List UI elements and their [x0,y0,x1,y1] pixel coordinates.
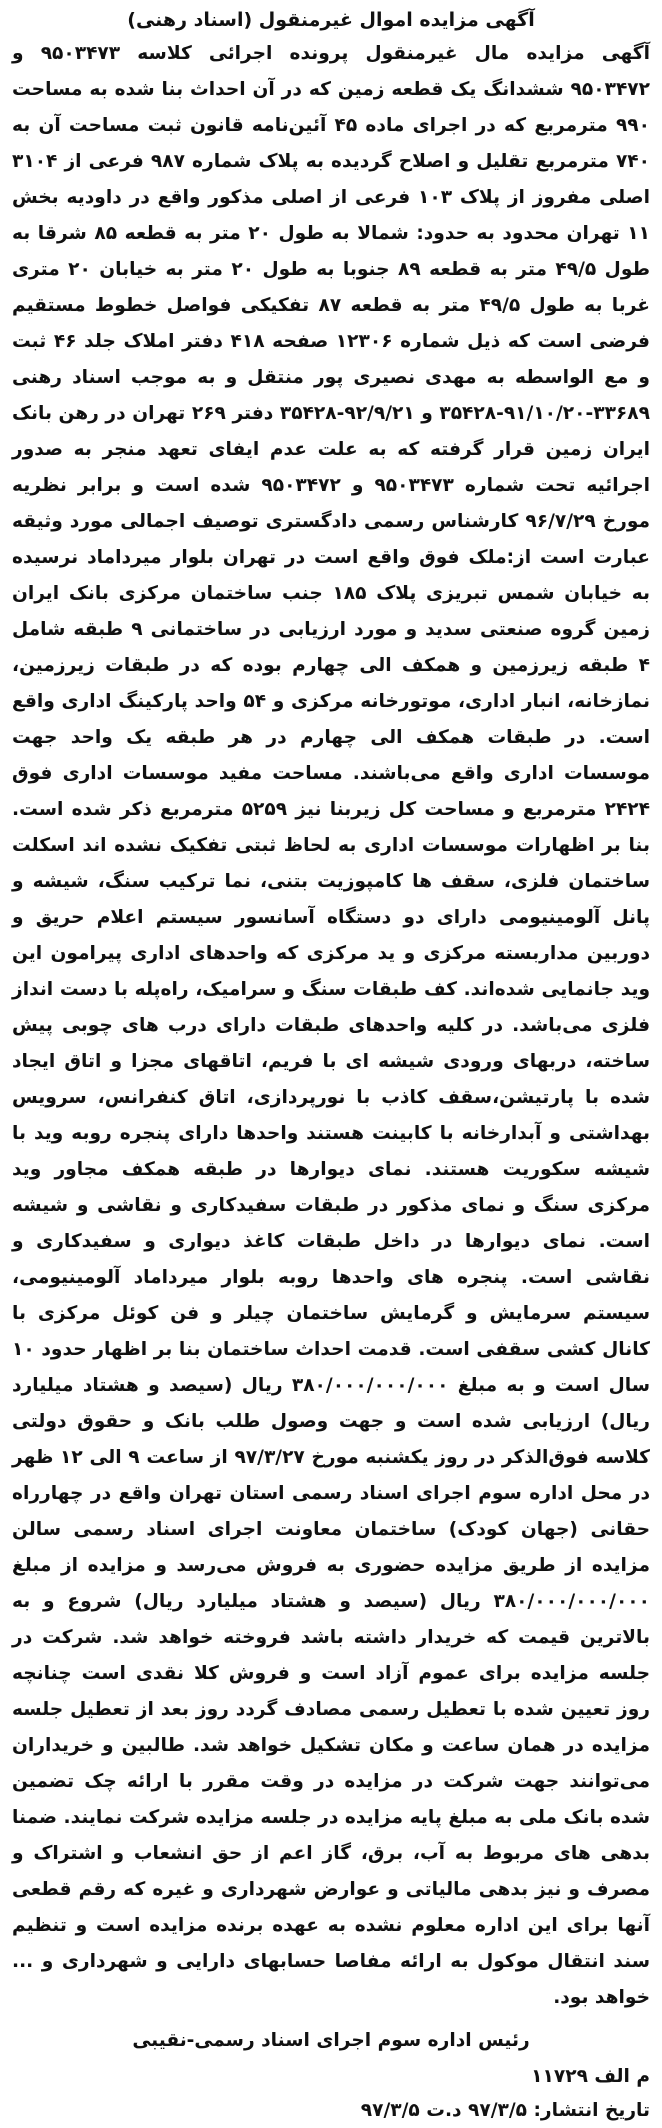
notice-signature: رئیس اداره سوم اجرای اسناد رسمی-نقیبی [132,2030,530,2051]
notice-meta [12,2060,650,2128]
notice-body: آگهی مزایده مال غیرمنقول پرونده اجرائی کلاسه ۹۵۰۳۴۷۳ و ۹۵۰۳۴۷۲ ششدانگ یک قطعه زمین که در آن احداث بنا شده به مساحت ۹۹۰ مترمربع که در اجرای ماده ۴۵ آئین‌نامه قانون ثبت مساحت آن به ۷۴۰ مترمربع تقلیل و اصلاح گردیده به پلاک شماره ۹۸۷ فرعی از ۳۱۰۴ اصلی مفروز از پلاک ۱۰۳ فرعی از اصلی مذکور واقع در داودیه بخش ۱۱ تهران محدود به حدود: شمالا به طول ۲۰ متر به قطعه ۸۵ شرقا به طول ۴۹/۵ متر به قطعه ۸۹ جنوبا به طول ۲۰ متر به خیابان ۲۰ متری غربا به طول ۴۹/۵ متر به قطعه ۸۷ تفکیکی فواصل خطوط مستقیم فرضی است که ذیل شماره ۱۲۳۰۶ صفحه ۴۱۸ دفتر املاک جلد ۴۶ ثبت و مع الواسطه به مهدی نصیری پور منتقل و به موجب اسناد رهنی ۳۳۶۸۹-۹۱/۱۰/۲۰-۳۵۴۲۸ و ۹۲/۹/۲۱-۳۵۴۲۸ دفتر ۲۶۹ تهران در رهن بانک ایران زمین قرار گرفته که به علت عدم ایفای تعهد منجر به صدور اجرائیه تحت شماره ۹۵۰۳۴۷۳ و ۹۵۰۳۴۷۲ شده است و برابر نظریه مورخ ۹۶/۷/۲۹ کارشناس رسمی دادگستری توصیف اجمالی مورد وثیقه عبارت است از:ملک فوق واقع است در تهران بلوار میرداماد نرسیده به خیابان شمس تبریزی پلاک ۱۸۵ جنب ساختمان مرکزی بانک ایران زمین گروه صنعتی سدید و مورد ارزیابی در ساختمانی ۹ طبقه شامل ۴ طبقه زیرزمین و همکف الی چهارم بوده که در طبقات زیرزمین، نمازخانه، انبار اداری، موتورخانه مرکزی و ۵۴ واحد پارکینگ اداری واقع است. در طبقات همکف الی چهارم در هر طبقه یک واحد جهت موسسات اداری واقع می‌باشند. مساحت مفید موسسات اداری فوق ۲۴۲۴ مترمربع و مساحت کل زیربنا نیز ۵۲۵۹ مترمربع ذکر شده است. بنا بر اظهارات موسسات اداری به لحاظ ثبتی تفکیک نشده اند اسکلت ساختمان فلزی، سقف ها کامپوزیت بتنی، نما ترکیب سنگ، شیشه و پانل آلومینیومی دارای دو دستگاه آسانسور سیستم اعلام حریق و دوربین مداربسته مرکزی و ید مرکزی که واحدهای اداری پیرامون این وید جانمایی شده‌اند. کف طبقات سنگ و سرامیک، راه‌پله با دست انداز فلزی می‌باشد. در کلیه واحدهای طبقات دارای درب های چوبی پیش ساخته، دربهای ورودی شیشه ای با فریم، اتاقهای مجزا و اتاق ایجاد شده با پارتیشن،سقف کاذب با نورپردازی، اتاق کنفرانس، سرویس بهداشتی و آبدارخانه با کابینت هستند واحدها دارای پنجره روبه وید با شیشه سکوریت هستند. نمای دیوارها در طبقه همکف مجاور وید مرکزی سنگ و نمای مذکور در طبقات سفیدکاری و نقاشی و شیشه است. نمای دیوارها در داخل طبقات کاغذ دیواری و سفیدکاری و نقاشی است. پنجره های واحدها روبه بلوار میرداماد آلومینیومی، سیستم سرمایش و گرمایش ساختمان چیلر و فن کوئل مرکزی با کانال کشی سقفی است. قدمت احداث ساختمان بنا بر اظهار حدود ۱۰ سال است و به مبلغ ۳۸۰/۰۰۰/۰۰۰/۰۰۰ ریال (سیصد و هشتاد میلیارد ریال) ارزیابی شده است و جهت وصول طلب بانک و حقوق دولتی کلاسه فوق‌الذکر در روز یکشنبه مورخ ۹۷/۳/۲۷ از ساعت ۹ الی ۱۲ ظهر در محل اداره سوم اجرای اسناد رسمی استان تهران واقع در چهارراه حقانی (جهان کودک) ساختمان معاونت اجرای اسناد رسمی سالن مزایده از طریق مزایده حضوری به فروش می‌رسد و مزایده از مبلغ ۳۸۰/۰۰۰/۰۰۰/۰۰۰ ریال (سیصد و هشتاد میلیارد ریال) شروع و به بالاترین قیمت که خریدار داشته باشد فروخته خواهد شد. شرکت در جلسه مزایده برای عموم آزاد است و فروش کلا نقدی است چنانچه روز تعیین شده با تعطیل رسمی مصادف گردد روز بعد از تعطیل جلسه مزایده در همان ساعت و مکان تشکیل خواهد شد. طالبین و خریداران می‌توانند جهت شرکت در مزایده در وقت مقرر با ارائه چک تضمین شده بانک ملی به مبلغ پایه مزایده در جلسه مزایده شرکت نمایند. ضمنا بدهی های مربوط به آب، برق، گاز اعم از حق انشعاب و اشتراک و مصرف و نیز بدهی مالیاتی و عوارض شهرداری و غیره که رقم قطعی آنها برای این اداره معلوم نشده به عهده برنده مزایده است و تنظیم سند انتقال موکول به ارائه مفاصا حسابهای دارایی و شهرداری و ... خواهد بود. [12,43,651,2008]
publish-date: تاریخ انتشار: ۹۷/۳/۵ د.ت ۹۷/۳/۵ [360,2100,650,2121]
reference-number: م الف ۱۱۷۲۹ [531,2066,650,2087]
notice-title: آگهی مزایده اموال غیرمنقول (اسناد رهنی) [127,9,535,31]
